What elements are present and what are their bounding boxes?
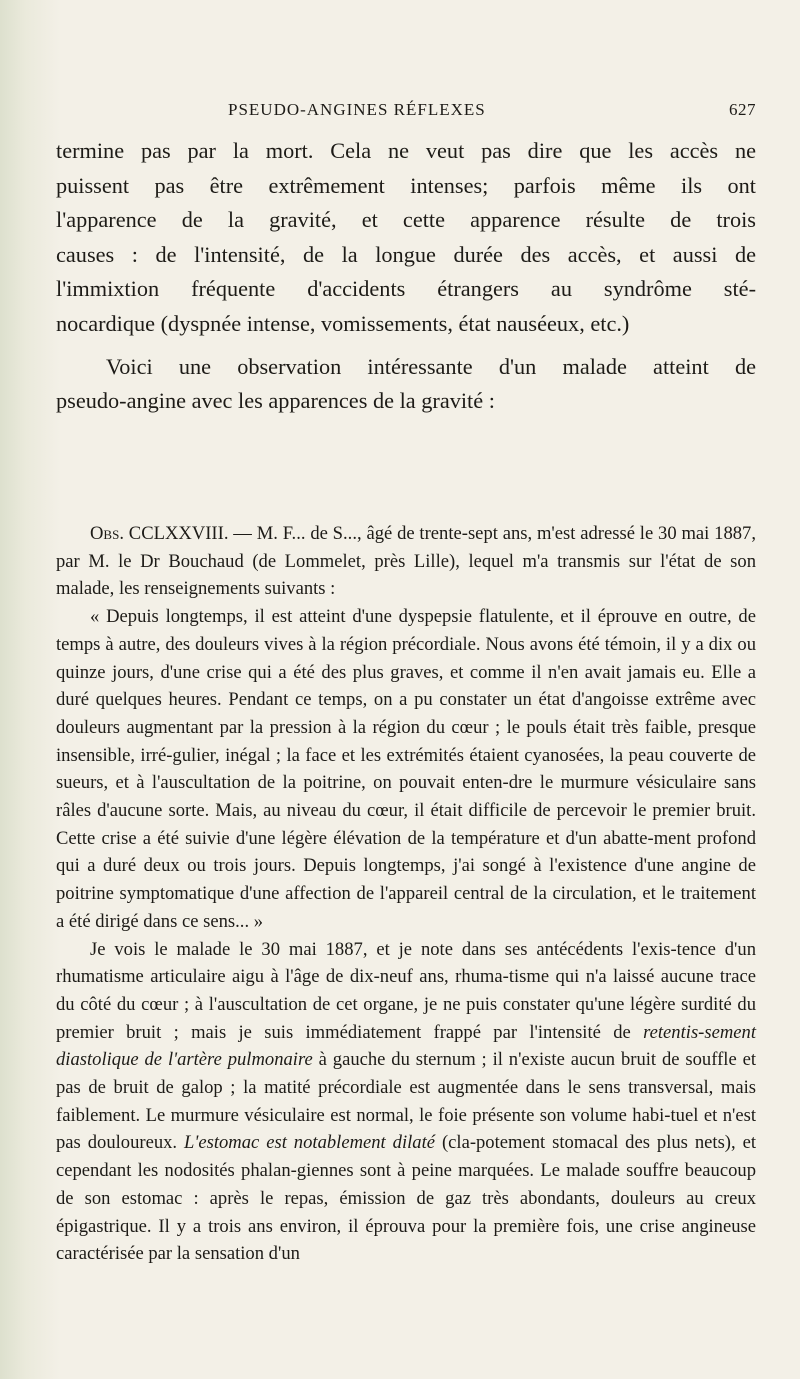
intro-line: termine pas par la mort. Cela ne veut pas dire que les accès ne: [56, 138, 756, 163]
observation-exam: [56, 936, 756, 1268]
observation-text: [56, 520, 756, 1268]
page-header: [228, 100, 756, 120]
observation-paragraph: [56, 520, 756, 603]
running-title: PSEUDO-ANGINES RÉFLEXES: [228, 100, 486, 119]
exam-emphasis: L'estomac est notablement dilaté: [184, 1132, 436, 1154]
intro-line: causes : de l'intensité, de la longue durée des accès, et aussi de: [56, 241, 756, 267]
exam-text: (cla-potement stomacal des plus nets), et cependant les nodosités phalan-giennes sont à peine marquées. Le malade souffre beaucoup de son estomac : après le repas, émission de gaz très abondants, douleurs au creux épigastrique. Il y a trois ans environ, il éprouva pour la première fois, une crise angineuse caractérisée par la sensation d'un: [56, 1132, 757, 1265]
intro-line: nocardique (dyspnée intense, vomissements, état nauséeux, etc.): [56, 310, 630, 336]
intro-line: l'apparence de la gravité, et cette apparence résulte de trois: [56, 207, 756, 233]
intro-line: pseudo-angine avec les apparences de la gravité :: [56, 388, 495, 414]
exam-emphasis: retentis-sement diastolique de l'artère pulmonaire: [56, 1021, 756, 1071]
intro-text: [56, 134, 756, 419]
observation-quote: « Depuis longtemps, il est atteint d'une dyspepsie flatulente, et il éprouve en outre, de temps à autre, des douleurs vives à la région précordiale. Nous avons été témoin, il y a dix ou quinze jours, d'une crise qui a été des plus graves, et comme il n'en avait jamais eu. Elle a duré quelques heures. Pendant ce temps, on a pu constater un état d'angoisse extrême avec douleurs augmentant par la pression à la région du cœur ; le pouls était très faible, presque insensible, irré-gulier, inégal ; la face et les extrémités étaient cyanosées, la peau couverte de sueurs, et à l'auscultation de la poitrine, on pouvait enten-dre le murmure vésiculaire sans râles d'aucune sorte. Mais, au niveau du cœur, il était difficile de percevoir le premier bruit. Cette crise a été suivie d'une légère élévation de la température et d'un abatte-ment profond qui a duré deux ou trois jours. Depuis longtemps, j'ai songé à l'existence d'une angine de poitrine symptomatique d'une affection de l'appareil central de la circulation, et le traitement a été dirigé dans ce sens... »: [56, 606, 756, 932]
page-number: 627: [729, 100, 756, 119]
intro-line: l'immixtion fréquente d'accidents étrangers au syndrôme sté-: [56, 276, 756, 302]
observation-label: Obs. CCLXXVIII.: [90, 523, 229, 544]
observation-intro: — M. F... de S..., âgé de trente-sept ans, m'est adressé le 30 mai 1887, par M. le Dr Bouchaud (de Lommelet, près Lille), lequel m'a transmis sur l'état de son malade, les renseignements suivants :: [56, 523, 756, 600]
exam-text: à gauche du sternum ; il n'existe aucun bruit de souffle et pas de bruit de galop ; la matité précordiale est augmentée dans le sens transversal, mais faiblement. Le murmure vésiculaire est normal, le foie présente son volume habi-tuel et n'est pas douloureux.: [56, 1049, 756, 1154]
exam-text: Je vois le malade le 30 mai 1887, et je note dans ses antécédents l'exis-tence d'un rhumatisme articulaire aigu à l'âge de dix-neuf ans, rhuma-tisme qui n'a laissé aucune trace du côté du cœur ; à l'auscultation de cet organe, je ne puis constater qu'une légère surdité du premier bruit ; mais je suis immédiatement frappé par l'intensité de: [56, 938, 756, 1043]
intro-line: Voici une observation intéressante d'un malade atteint de: [106, 353, 756, 379]
intro-line: puissent pas être extrêmement intenses; parfois même ils ont: [56, 172, 756, 198]
